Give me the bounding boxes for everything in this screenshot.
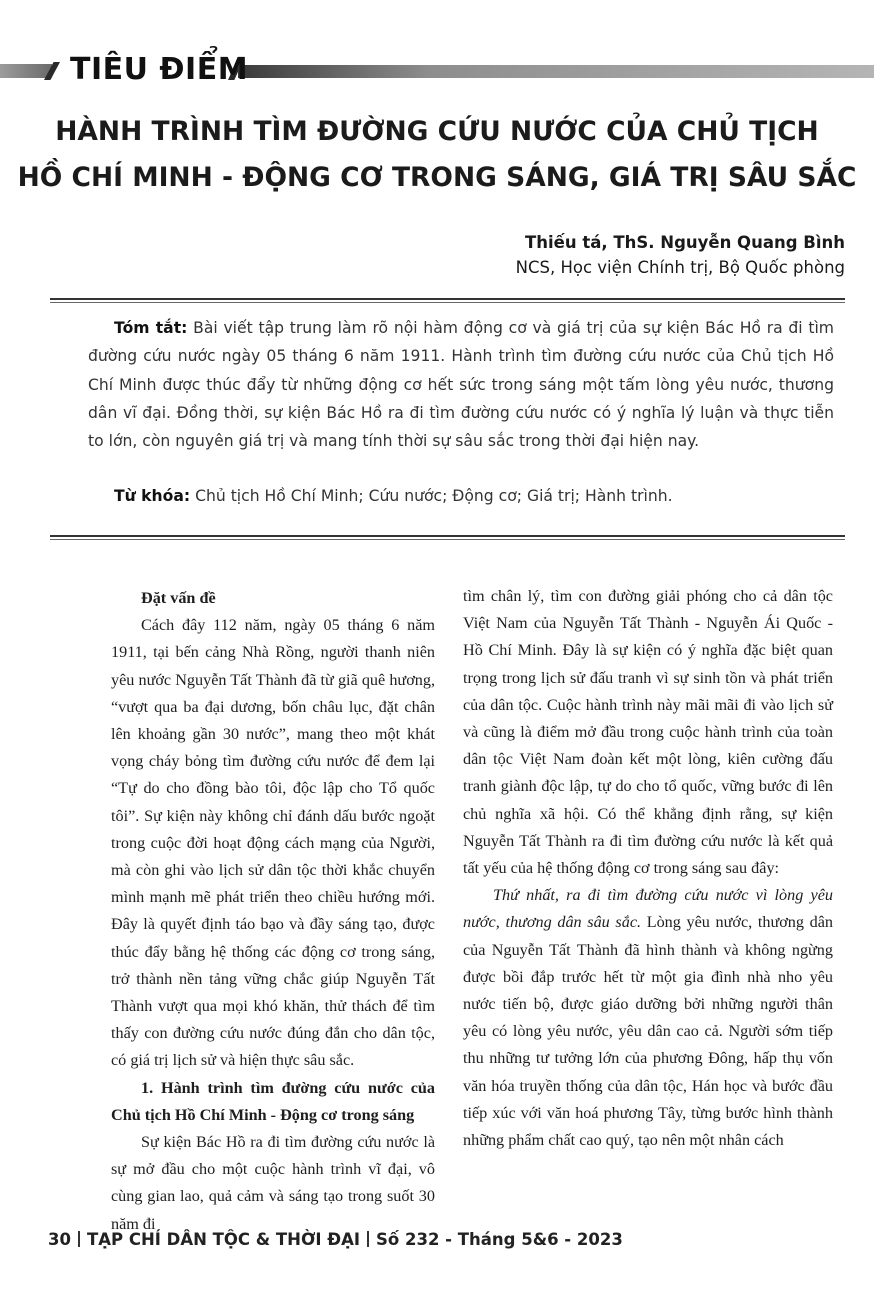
body-column-right [463,583,833,1154]
banner-stripe-right [238,65,874,78]
article-title-line-1: HÀNH TRÌNH TÌM ĐƯỜNG CỨU NƯỚC CỦA CHỦ TỊCH [55,116,819,147]
article-title-line-2: HỒ CHÍ MINH - ĐỘNG CƠ TRONG SÁNG, GIÁ TRỊ SÂU SẮC [17,162,857,193]
body-paragraph: tìm chân lý, tìm con đường giải phóng cho cả dân tộc Việt Nam của Nguyễn Tất Thành - Nguyễn Ái Quốc - Hồ Chí Minh. Đây là sự kiện có ý nghĩa đặc biệt quan trọng trong lịch sử đấu tranh vì sự sinh tồn và phát triển của dân tộc. Cuộc hành trình này mãi mãi đi vào lịch sử và cũng là điểm mở đầu trong cuộc hành trình của toàn dân tộc Việt Nam đoàn kết một lòng, kiên cường đấu tranh giành độc lập, tự do cho tổ quốc, vững bước đi lên chủ nghĩa xã hội. Có thể khẳng định rằng, sự kiện Nguyễn Tất Thành ra đi tìm đường cứu nước là kết quả tất yếu của hệ thống động cơ trong sáng sau đây: [463,587,833,878]
body-paragraph: Cách đây 112 năm, ngày 05 tháng 6 năm 1911, tại bến cảng Nhà Rồng, người thanh niên yêu nước Nguyễn Tất Thành đã từ giã quê hương, “vượt qua ba đại dương, bốn châu lục, đặt chân lên khoảng gần 30 nước”, mang theo một khát vọng cháy bỏng tìm đường cứu nước để đem lại “Tự do cho đồng bào tôi, độc lập cho Tổ quốc tôi”. Sự kiện này không chỉ đánh dấu bước ngoặt trong cuộc đời hoạt động cách mạng của Người, mà còn ghi vào lịch sử dân tộc thời khắc chuyển mình mạnh mẽ phát triển theo chiều hướng mới. Đây là quyết định táo bạo và đầy sáng tạo, được thúc đẩy bằng hệ thống các động cơ trong sáng, trở thành nền tảng vững chắc giúp Nguyễn Tất Thành vượt qua mọi khó khăn, thử thách để tìm thấy con đường cứu nước đúng đắn cho dân tộc, có giá trị lịch sử và hiện thực sâu sắc. [111,616,435,1070]
section-label: TIÊU ĐIỂM [70,52,249,87]
abstract-block [88,314,834,455]
page-number: 30 [48,1230,71,1249]
footer-separator [78,1231,80,1247]
banner-stripe-left [0,64,52,78]
italic-lead: Thứ nhất, ra đi tìm đường cứu nước vì lòng yêu nước, thương dân sâu sắc. [463,886,833,932]
abstract-top-rule [50,298,845,300]
keywords-text: Chủ tịch Hồ Chí Minh; Cứu nước; Động cơ; Giá trị; Hành trình. [190,487,673,505]
abstract-text: Bài viết tập trung làm rõ nội hàm động cơ và giá trị của sự kiện Bác Hồ ra đi tìm đường cứu nước ngày 05 tháng 6 năm 1911. Hành trình tìm đường cứu nước của Chủ tịch Hồ Chí Minh được thúc đẩy từ những động cơ hết sức trong sáng một tấm lòng yêu nước, thương dân vĩ đại. Đồng thời, sự kiện Bác Hồ ra đi tìm đường cứu nước có ý nghĩa lý luận và thực tiễn to lớn, còn nguyên giá trị và mang tính thời sự sâu sắc trong thời đại hiện nay. [88,319,834,451]
author-name: Thiếu tá, ThS. Nguyễn Quang Bình [524,233,845,252]
author-affiliation: NCS, Học viện Chính trị, Bộ Quốc phòng [515,258,845,277]
keywords-block [114,487,673,505]
body-paragraph [463,882,833,1154]
issue-info: Số 232 - Tháng 5&6 - 2023 [376,1230,623,1249]
body-column-left [111,585,435,1238]
page-footer [48,1230,623,1249]
section-heading-1: 1. Hành trình tìm đường cứu nước của Chủ tịch Hồ Chí Minh - Động cơ trong sáng [111,1078,435,1124]
section-heading-intro: Đặt vấn đề [141,589,216,607]
footer-separator [367,1231,369,1247]
body-paragraph: Sự kiện Bác Hồ ra đi tìm đường cứu nước là sự mở đầu cho một cuộc hành trình vĩ đại, vô cùng gian lao, quả cảm và sáng tạo trong suốt 30 năm đi [111,1133,435,1233]
paragraph-continuation: Lòng yêu nước, thương dân của Nguyễn Tất Thành đã hình thành và không ngừng được bồi đắp trước hết từ một gia đình nhà nho yêu nước tiến bộ, được giáo dưỡng bởi những người thân yêu có lòng yêu nước, yêu dân cao cả. Người sớm tiếp thu những tư tưởng lớn của phương Đông, hấp thụ vốn văn hóa truyền thống của dân tộc, Hán học và bước đầu tiếp xúc với văn hoá phương Tây, từng bước hình thành những phẩm chất cao quý, tạo nên một nhân cách [463,913,833,1150]
abstract-label: Tóm tắt: [114,319,188,337]
journal-name: TẠP CHÍ DÂN TỘC & THỜI ĐẠI [86,1230,361,1249]
abstract-bottom-rule [50,535,845,537]
keywords-label: Từ khóa: [114,487,191,505]
